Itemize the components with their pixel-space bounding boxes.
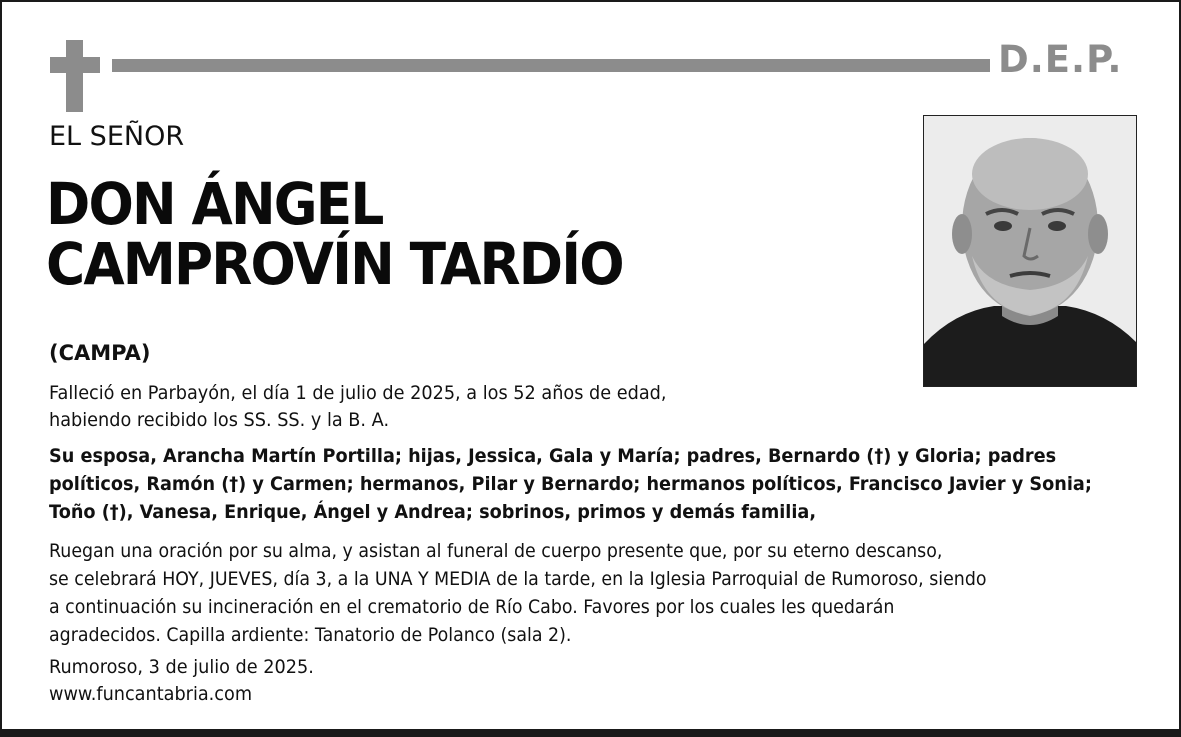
honorific-title: EL SEÑOR: [49, 121, 185, 152]
name-line-1: DON ÁNGEL: [46, 170, 383, 238]
header-rule: [112, 59, 990, 72]
family-line-2: políticos, Ramón (†) y Carmen; hermanos, Pilar y Bernardo; hermanos políticos, Francisco Javier y Sonia;: [49, 473, 1092, 495]
family-line-3: Toño (†), Vanesa, Enrique, Ángel y Andrea; sobrinos, primos y demás familia,: [49, 501, 817, 523]
funeral-details: [49, 537, 1129, 649]
closing: [49, 654, 314, 708]
death-notice-line-1: Falleció en Parbayón, el día 1 de julio de 2025, a los 52 años de edad,: [49, 382, 667, 404]
website-link[interactable]: www.funcantabria.com: [49, 683, 253, 705]
funeral-line-4: agradecidos. Capilla ardiente: Tanatorio de Polanco (sala 2).: [49, 624, 572, 646]
death-notice-line-2: habiendo recibido los SS. SS. y la B. A.: [49, 409, 390, 431]
funeral-line-2: se celebrará HOY, JUEVES, día 3, a la UNA Y MEDIA de la tarde, en la Iglesia Parroquial de Rumoroso, siendo: [49, 568, 987, 590]
family-line-1: Su esposa, Arancha Martín Portilla; hijas, Jessica, Gala y María; padres, Bernardo (†) y Gloria; padres: [49, 445, 1057, 467]
funeral-line-1: Ruegan una oración por su alma, y asistan al funeral de cuerpo presente que, por su eterno descanso,: [49, 540, 943, 562]
funeral-line-3: a continuación su incineración en el crematorio de Río Cabo. Favores por los cuales les quedarán: [49, 596, 895, 618]
deceased-name: [46, 170, 623, 298]
place-date: Rumoroso, 3 de julio de 2025.: [49, 656, 314, 678]
nickname: (CAMPA): [49, 341, 151, 365]
death-notice: [49, 380, 667, 434]
dep-label: D.E.P.: [998, 38, 1123, 81]
name-line-2: CAMPROVÍN TARDÍO: [46, 230, 623, 298]
family-list: [49, 442, 1119, 526]
portrait-photo: [923, 115, 1137, 387]
